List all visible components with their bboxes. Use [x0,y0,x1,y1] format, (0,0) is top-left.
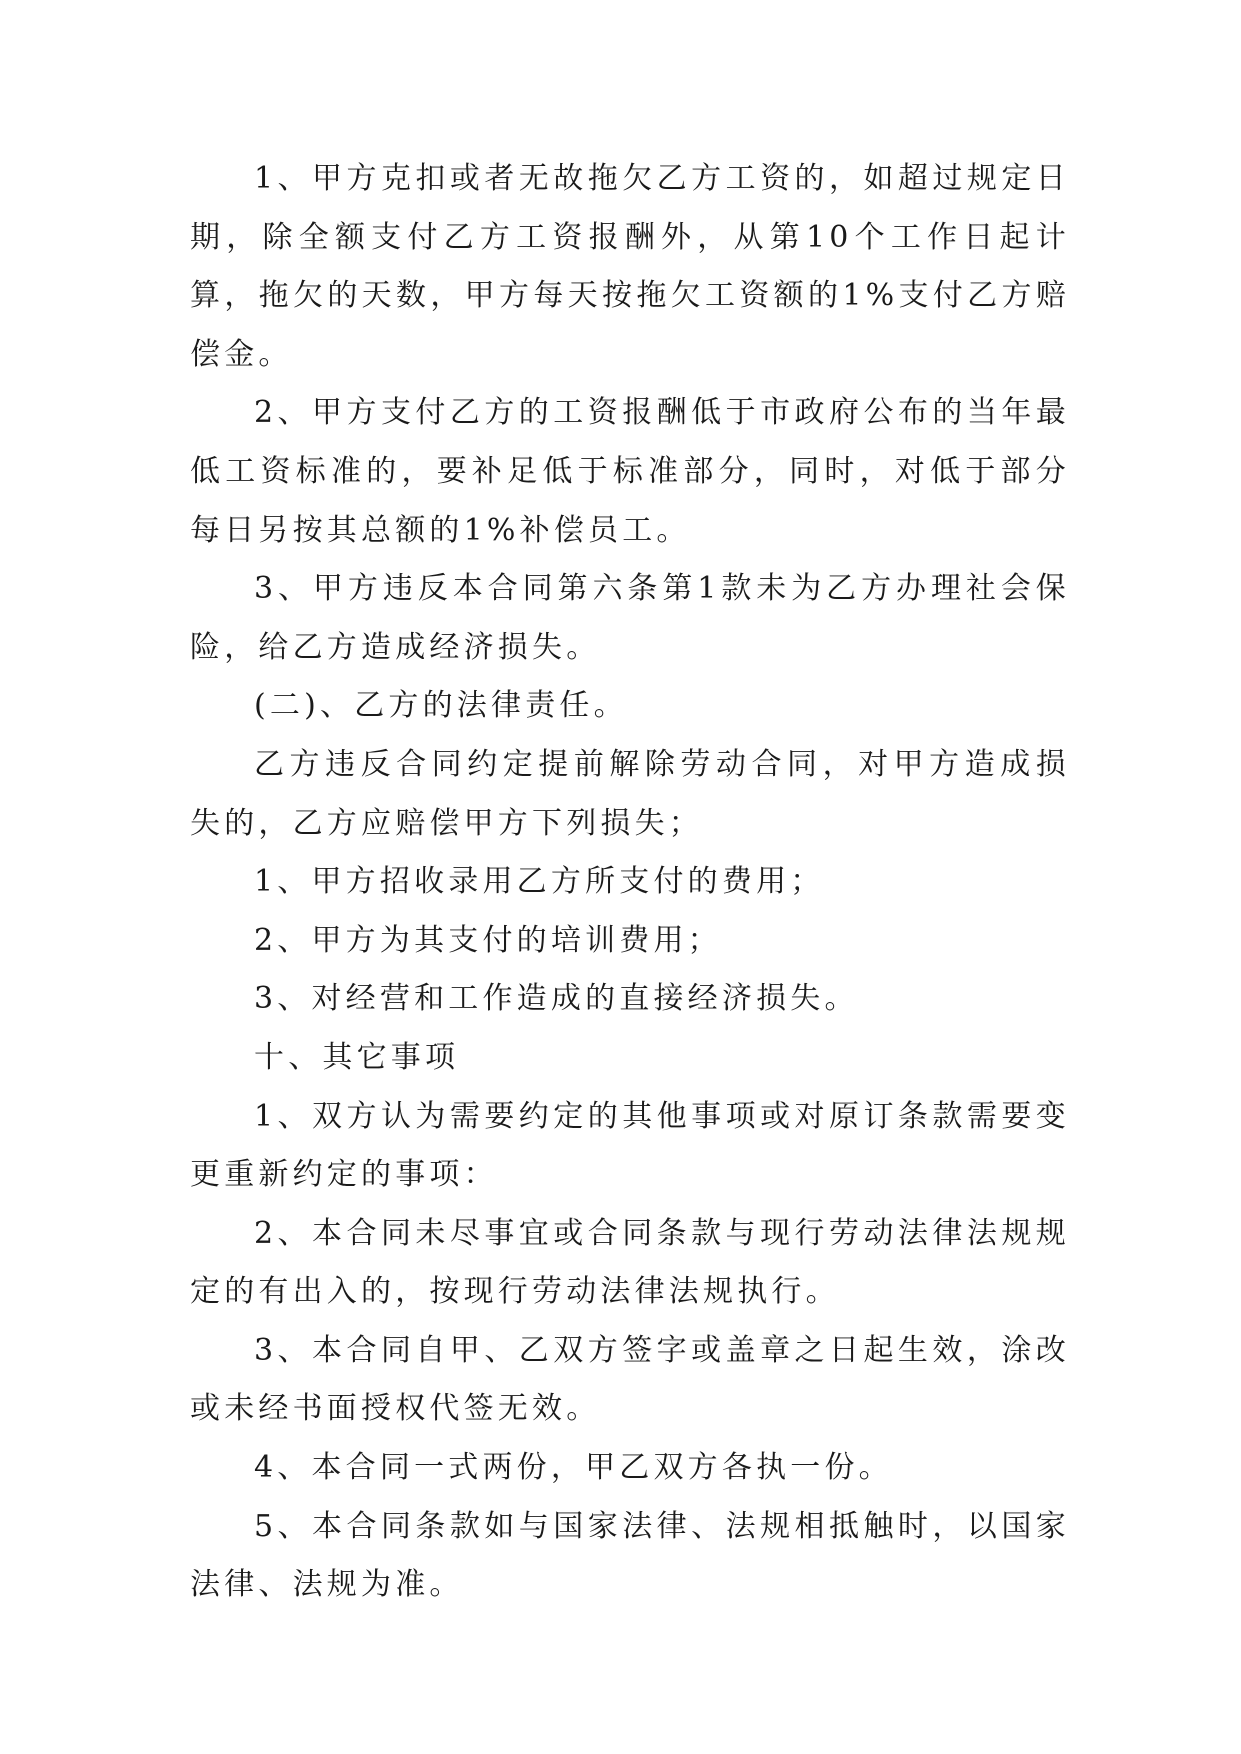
paragraph-2: 2、甲方支付乙方的工资报酬低于市政府公布的当年最低工资标准的，要补足低于标准部分，同时，对低于部分每日另按其总额的1%补偿员工。 [190,395,1070,548]
paragraph-8: 3、对经营和工作造成的直接经济损失。 [254,981,859,1017]
paragraph-7: 2、甲方为其支付的培训费用； [254,922,722,958]
paragraph-10: 1、双方认为需要约定的其他事项或对原订条款需要变更重新约定的事项： [190,1098,1070,1193]
paragraph-3: 3、甲方违反本合同第六条第1款未为乙方办理社会保险，给乙方造成经济损失。 [190,571,1070,665]
paragraph-12: 3、本合同自甲、乙双方签字或盖章之日起生效，涂改或未经书面授权代签无效。 [190,1332,1070,1427]
section-heading-other-matters: 十、其它事项 [254,1039,460,1075]
document-page [190,150,1070,1615]
paragraph-6: 1、甲方招收录用乙方所支付的费用； [254,864,825,900]
paragraph-14: 5、本合同条款如与国家法律、法规相抵触时，以国家法律、法规为准。 [190,1508,1070,1603]
paragraph-1: 1、甲方克扣或者无故拖欠乙方工资的，如超过规定日期，除全额支付乙方工资报酬外，从第10个工作日起计算，拖欠的天数，甲方每天按拖欠工资额的1%支付乙方赔偿金。 [190,161,1070,372]
paragraph-13: 4、本合同一式两份，甲乙双方各执一份。 [254,1450,893,1486]
paragraph-5: 乙方违反合同约定提前解除劳动合同，对甲方造成损失的，乙方应赔偿甲方下列损失； [190,746,1070,841]
paragraph-11: 2、本合同未尽事宜或合同条款与现行劳动法律法规规定的有出入的，按现行劳动法律法规执行。 [190,1215,1070,1310]
section-heading-party-b-liability: (二)、乙方的法律责任。 [254,688,628,724]
